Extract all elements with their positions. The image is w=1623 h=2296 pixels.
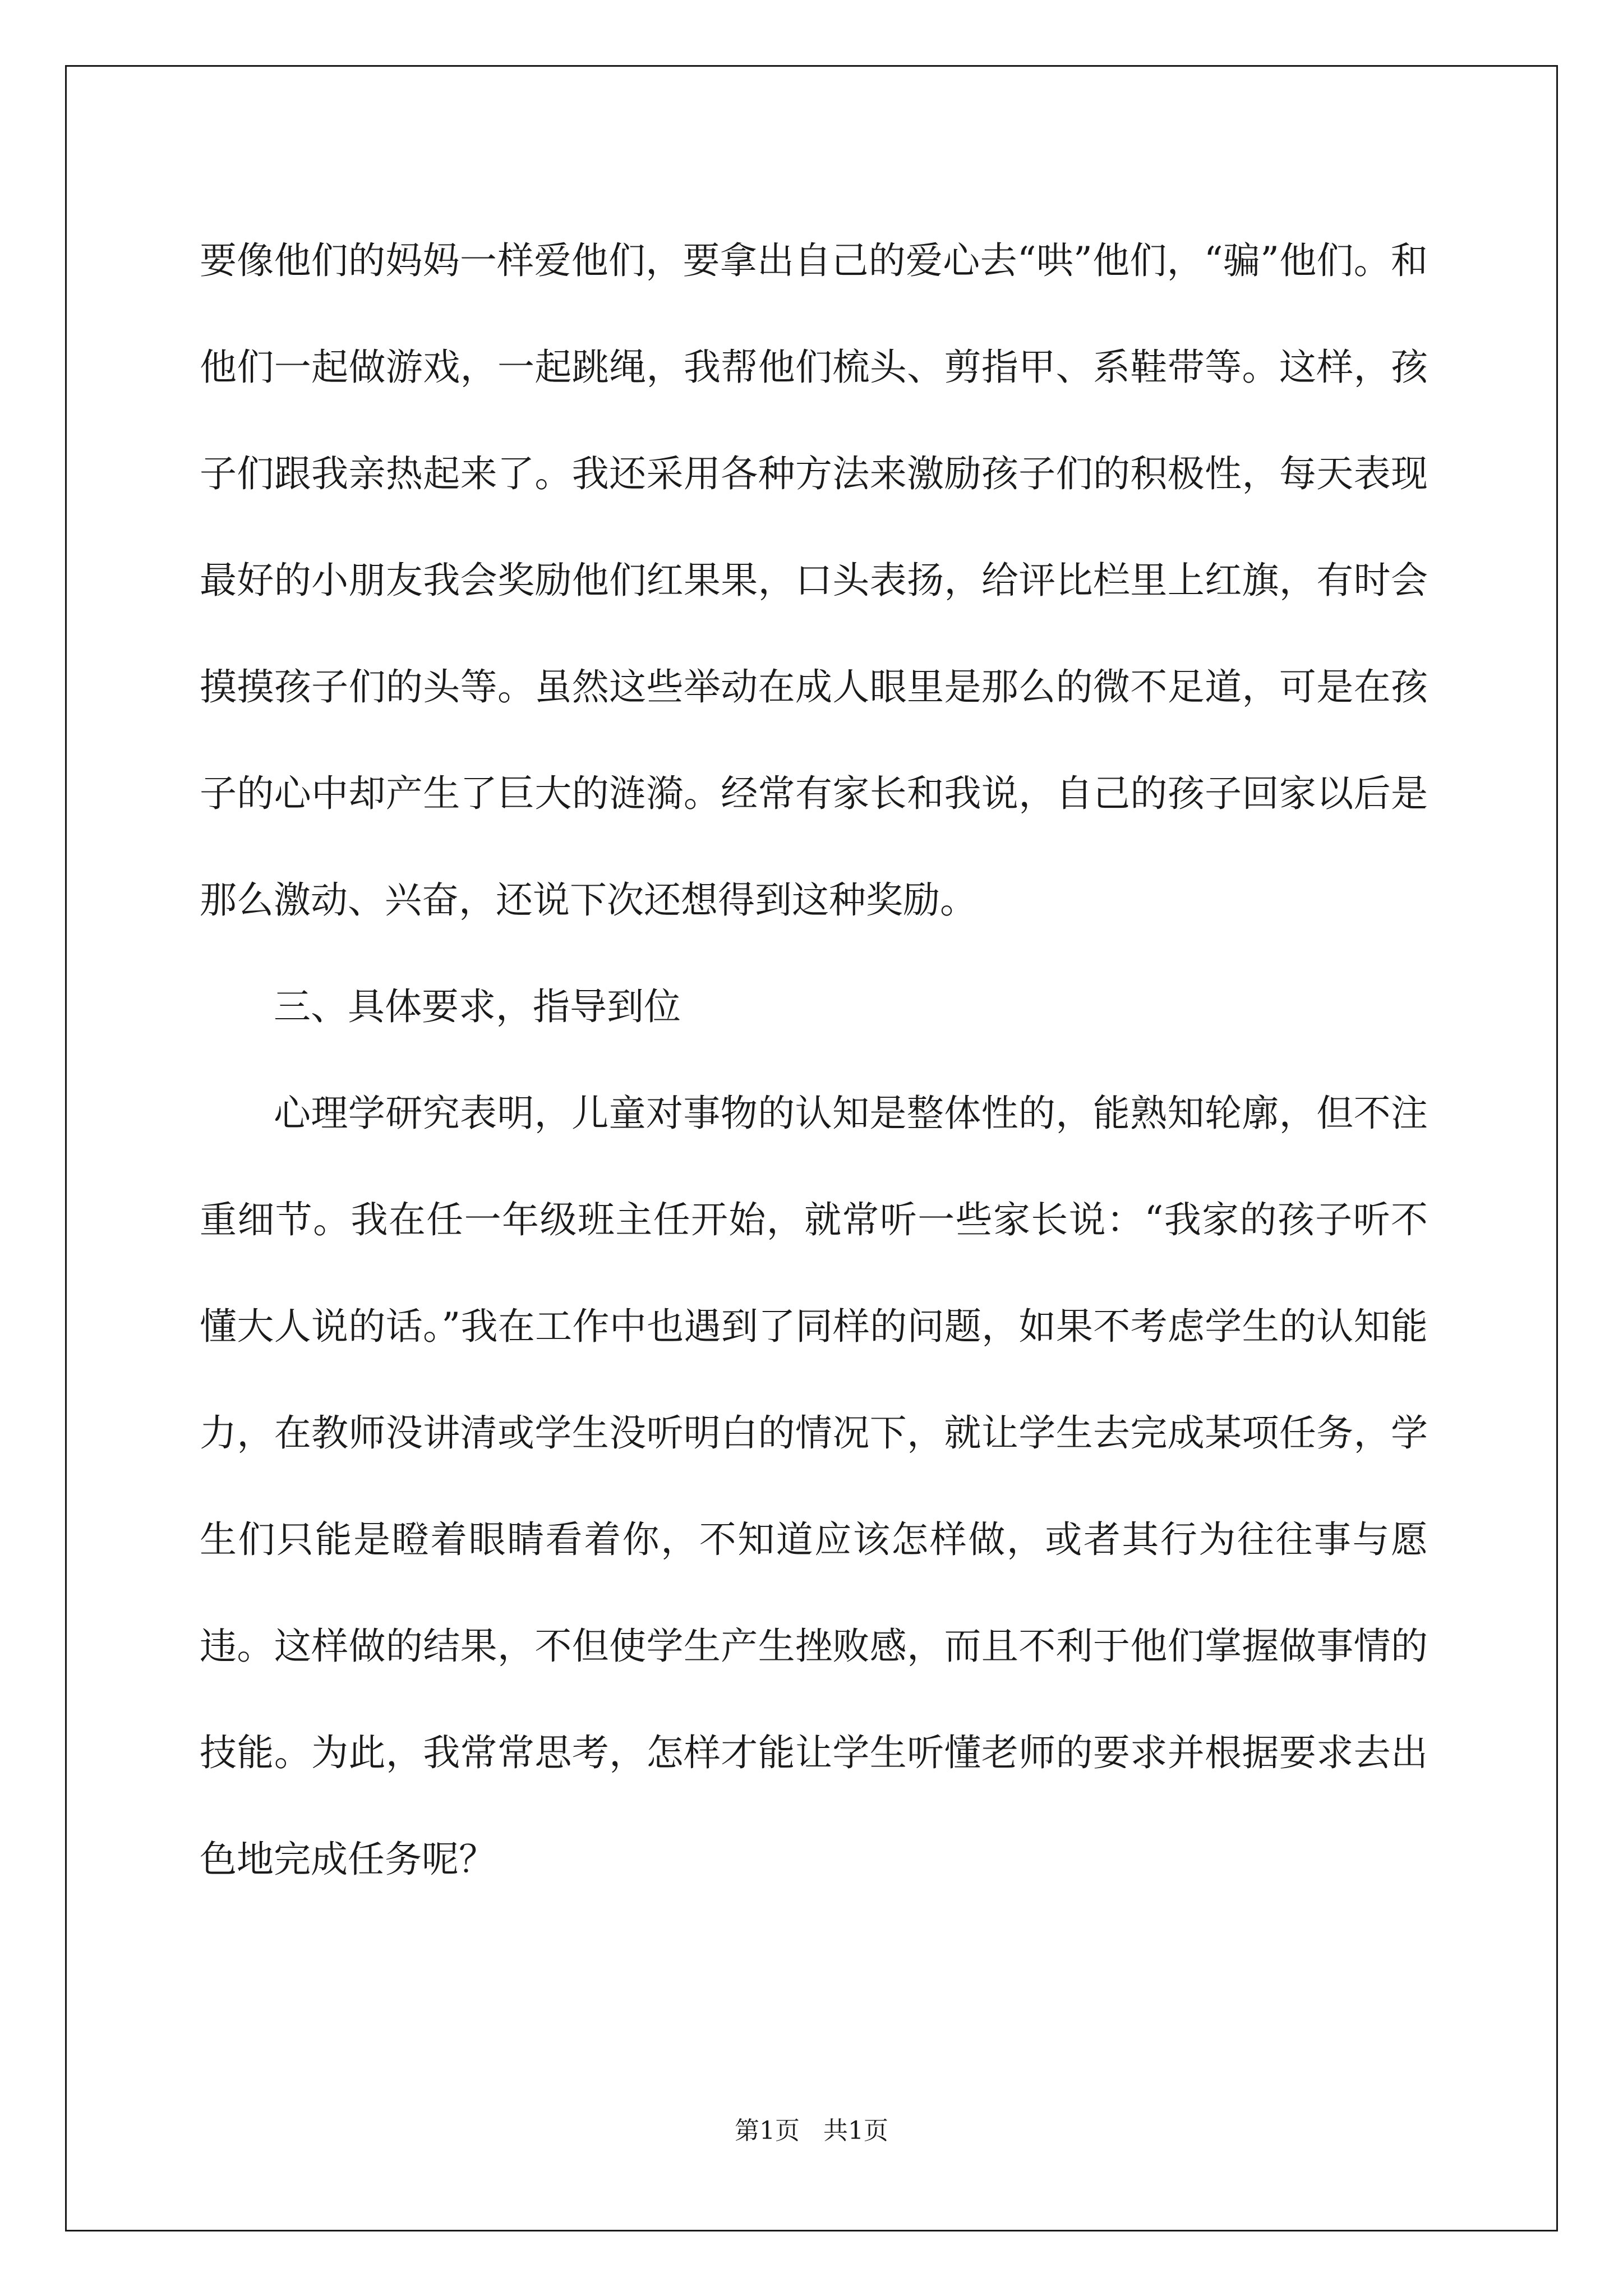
- paragraph-continuation: 要像他们的妈妈一样爱他们，要拿出自己的爱心去“哄”他们，“骗”他们。和他们一起做游戏，一起跳绳，我帮他们梳头、剪指甲、系鞋带等。这样，孩子们跟我亲热起来了。我还采用各种方法来激励孩子们的积极性，每天表现最好的小朋友我会奖励他们红果果，口头表扬，给评比栏里上红旗，有时会摸摸孩子们的头等。虽然这些举动在成人眼里是那么的微不足道，可是在孩子的心中却产生了巨大的涟漪。经常有家长和我说，自己的孩子回家以后是那么激动、兴奋，还说下次还想得到这种奖励。: [200, 239, 1428, 922]
- section-heading: 三、具体要求，指导到位: [274, 985, 681, 1028]
- paragraph-body: 心理学研究表明，儿童对事物的认知是整体性的，能熟知轮廓，但不注重细节。我在任一年级班主任开始，就常听一些家长说：“我家的孩子听不懂大人说的话。”我在工作中也遇到了同样的问题，如果不考虑学生的认知能力，在教师没讲清或学生没听明白的情况下，就让学生去完成某项任务，学生们只能是瞪着眼睛看着你，不知道应该怎样做，或者其行为往往事与愿违。这样做的结果，不但使学生产生挫败感，而且不利于他们掌握做事情的技能。为此，我常常思考，怎样才能让学生听懂老师的要求并根据要求去出色地完成任务呢？: [200, 1092, 1428, 1881]
- document-body: [200, 208, 1428, 1913]
- page-footer: 第1页 共1页: [735, 2116, 888, 2145]
